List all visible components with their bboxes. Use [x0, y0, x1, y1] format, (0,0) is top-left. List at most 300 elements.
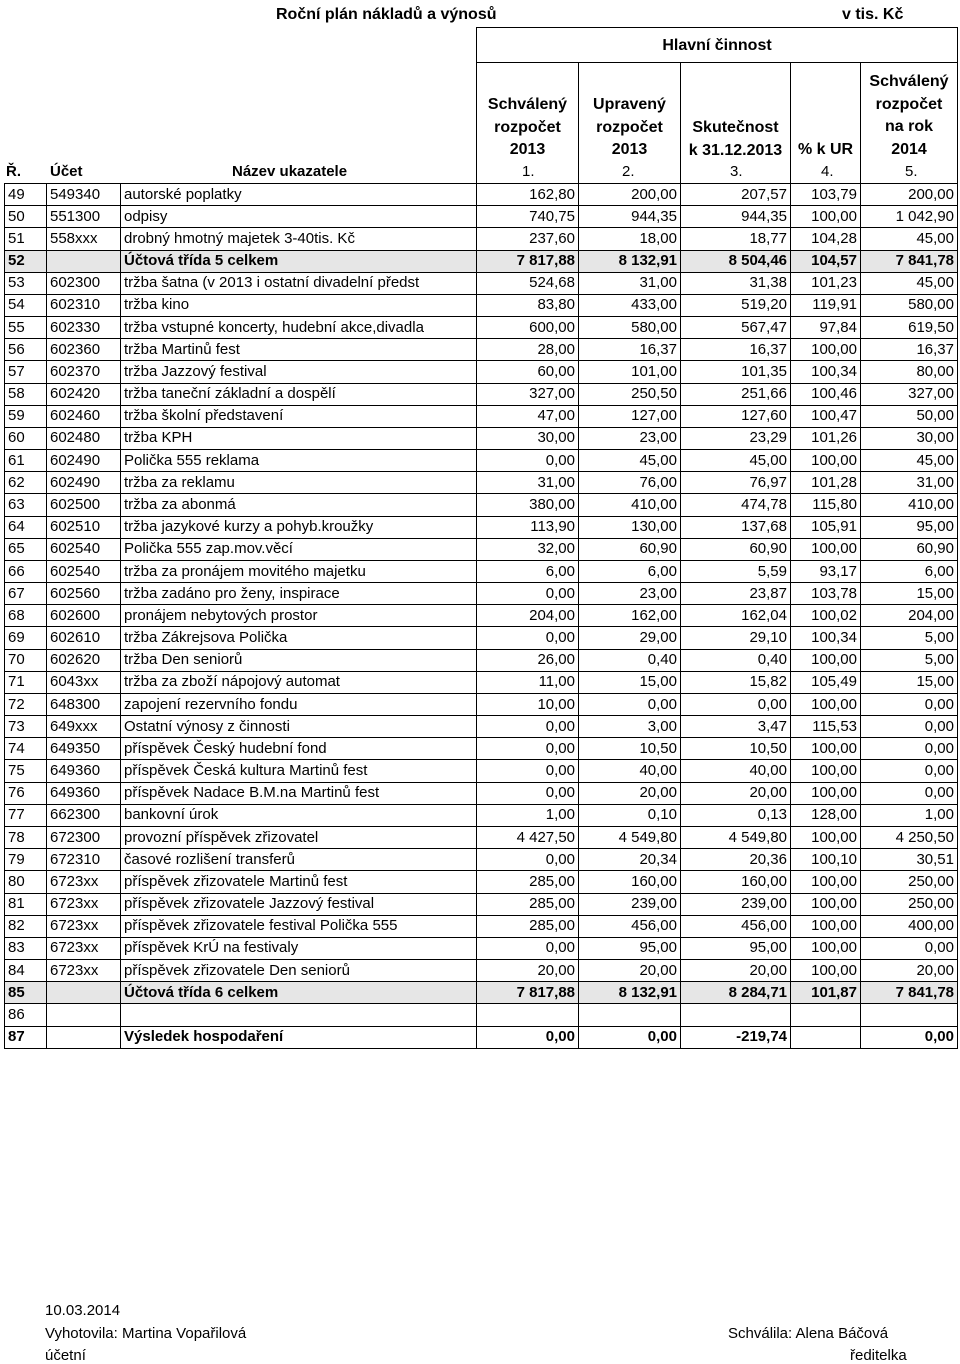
row-number-cell: 77	[5, 804, 47, 826]
table-row	[5, 605, 958, 627]
approved-2014-cell: 0,00	[861, 738, 958, 760]
approved-2014-cell: 204,00	[861, 605, 958, 627]
actual-cell: 20,36	[681, 849, 791, 871]
percent-cell: 128,00	[791, 804, 861, 826]
actual-cell: 162,04	[681, 605, 791, 627]
adjusted-2013-cell: 0,10	[579, 804, 681, 826]
actual-cell: 519,20	[681, 294, 791, 316]
actual-cell: 23,87	[681, 583, 791, 605]
name-cell: příspěvek KrÚ na festivaly	[121, 937, 477, 959]
table-row	[5, 671, 958, 693]
percent-cell: 100,00	[791, 782, 861, 804]
account-cell: 602510	[47, 516, 121, 538]
approved-2013-cell: 327,00	[477, 383, 579, 405]
percent-cell: 100,02	[791, 605, 861, 627]
adjusted-2013-cell: 0,00	[579, 1026, 681, 1048]
approved-2014-cell: 4 250,50	[861, 826, 958, 848]
name-cell: odpisy	[121, 206, 477, 228]
account-cell: 648300	[47, 693, 121, 715]
approved-2013-cell: 1,00	[477, 804, 579, 826]
name-cell: příspěvek Česká kultura Martinů fest	[121, 760, 477, 782]
table-row	[5, 317, 958, 339]
row-number-cell: 60	[5, 427, 47, 449]
table-row	[5, 250, 958, 272]
actual-cell: 95,00	[681, 937, 791, 959]
percent-cell: 100,10	[791, 849, 861, 871]
name-cell: tržba Martinů fest	[121, 339, 477, 361]
account-cell: 602360	[47, 339, 121, 361]
actual-cell: 101,35	[681, 361, 791, 383]
approved-2013-cell: 0,00	[477, 760, 579, 782]
account-cell: 6723xx	[47, 871, 121, 893]
adjusted-2013-cell: 3,00	[579, 716, 681, 738]
row-number-cell: 69	[5, 627, 47, 649]
actual-cell: 0,40	[681, 649, 791, 671]
approved-2014-cell: 7 841,78	[861, 250, 958, 272]
approved-2014-cell: 327,00	[861, 383, 958, 405]
table-row	[5, 184, 958, 206]
percent-cell: 101,28	[791, 472, 861, 494]
percent-cell: 100,00	[791, 893, 861, 915]
adjusted-2013-cell: 18,00	[579, 228, 681, 250]
approved-2013-cell: 285,00	[477, 893, 579, 915]
row-number-cell: 55	[5, 317, 47, 339]
table-row	[5, 294, 958, 316]
approved-2014-cell: 16,37	[861, 339, 958, 361]
approved-2014-cell: 45,00	[861, 450, 958, 472]
percent-cell: 103,78	[791, 583, 861, 605]
account-cell: 602540	[47, 538, 121, 560]
account-cell: 602460	[47, 405, 121, 427]
percent-cell: 100,34	[791, 361, 861, 383]
approved-2013-cell: 113,90	[477, 516, 579, 538]
approved-2013-cell: 7 817,88	[477, 982, 579, 1004]
footer-approved-role: ředitelka	[850, 1347, 907, 1364]
adjusted-2013-cell: 580,00	[579, 317, 681, 339]
account-cell: 662300	[47, 804, 121, 826]
table-row	[5, 871, 958, 893]
header-c3: Skutečnost k 31.12.2013	[688, 119, 783, 159]
adjusted-2013-cell: 4 549,80	[579, 826, 681, 848]
name-cell: časové rozlišení transferů	[121, 849, 477, 871]
table-row	[5, 583, 958, 605]
adjusted-2013-cell: 456,00	[579, 915, 681, 937]
name-cell: autorské poplatky	[121, 184, 477, 206]
row-number-cell: 53	[5, 272, 47, 294]
account-cell: 6723xx	[47, 937, 121, 959]
account-cell: 602310	[47, 294, 121, 316]
actual-cell: 474,78	[681, 494, 791, 516]
col-label-name: Název ukazatele	[232, 163, 348, 180]
units-label: v tis. Kč	[842, 6, 904, 23]
account-cell	[47, 1004, 121, 1026]
percent-cell	[791, 1026, 861, 1048]
approved-2013-cell: 162,80	[477, 184, 579, 206]
adjusted-2013-cell: 10,50	[579, 738, 681, 760]
name-cell: Účtová třída 6 celkem	[121, 982, 477, 1004]
table-row	[5, 627, 958, 649]
percent-cell: 105,49	[791, 671, 861, 693]
actual-cell: 8 284,71	[681, 982, 791, 1004]
approved-2013-cell: 0,00	[477, 738, 579, 760]
approved-2014-cell: 0,00	[861, 760, 958, 782]
header-c5: Schválený rozpočet na rok 2014	[869, 73, 949, 158]
approved-2014-cell: 20,00	[861, 960, 958, 982]
approved-2014-cell: 1 042,90	[861, 206, 958, 228]
account-cell	[47, 1026, 121, 1048]
name-cell: tržba za zboží nápojový automat	[121, 671, 477, 693]
header-c2: Upravený rozpočet 2013	[593, 96, 666, 158]
table-row	[5, 649, 958, 671]
table-row	[5, 693, 958, 715]
approved-2014-cell: 50,00	[861, 405, 958, 427]
approved-2013-cell: 10,00	[477, 693, 579, 715]
approved-2013-cell: 0,00	[477, 627, 579, 649]
account-cell: 602600	[47, 605, 121, 627]
approved-2013-cell: 0,00	[477, 937, 579, 959]
percent-cell: 100,00	[791, 937, 861, 959]
account-cell: 602370	[47, 361, 121, 383]
approved-2014-cell: 30,51	[861, 849, 958, 871]
table-row	[5, 361, 958, 383]
percent-cell: 100,00	[791, 538, 861, 560]
approved-2014-cell: 1,00	[861, 804, 958, 826]
approved-2014-cell: 0,00	[861, 1026, 958, 1048]
adjusted-2013-cell: 23,00	[579, 427, 681, 449]
percent-cell: 100,00	[791, 649, 861, 671]
percent-cell: 100,00	[791, 738, 861, 760]
table-row	[5, 782, 958, 804]
table-row	[5, 538, 958, 560]
name-cell: Účtová třída 5 celkem	[121, 250, 477, 272]
name-cell: tržba KPH	[121, 427, 477, 449]
account-cell: 602500	[47, 494, 121, 516]
approved-2014-cell: 6,00	[861, 560, 958, 582]
approved-2013-cell: 6,00	[477, 560, 579, 582]
row-number-cell: 80	[5, 871, 47, 893]
adjusted-2013-cell: 23,00	[579, 583, 681, 605]
percent-cell: 97,84	[791, 317, 861, 339]
approved-2013-cell: 285,00	[477, 871, 579, 893]
table-row	[5, 849, 958, 871]
name-cell: příspěvek zřizovatele Martinů fest	[121, 871, 477, 893]
table-row	[5, 982, 958, 1004]
actual-cell: 5,59	[681, 560, 791, 582]
name-cell: příspěvek zřizovatele Jazzový festival	[121, 893, 477, 915]
header-group-divider	[476, 62, 958, 63]
percent-cell: 100,00	[791, 871, 861, 893]
approved-2013-cell: 32,00	[477, 538, 579, 560]
account-cell: 602490	[47, 450, 121, 472]
account-cell: 602480	[47, 427, 121, 449]
actual-cell: 251,66	[681, 383, 791, 405]
row-number-cell: 78	[5, 826, 47, 848]
account-cell: 602420	[47, 383, 121, 405]
name-cell: tržba kino	[121, 294, 477, 316]
row-number-cell: 73	[5, 716, 47, 738]
approved-2013-cell: 7 817,88	[477, 250, 579, 272]
table-row	[5, 494, 958, 516]
percent-cell: 100,00	[791, 915, 861, 937]
approved-2013-cell: 600,00	[477, 317, 579, 339]
approved-2014-cell: 410,00	[861, 494, 958, 516]
adjusted-2013-cell: 20,00	[579, 960, 681, 982]
table-row	[5, 405, 958, 427]
account-cell	[47, 982, 121, 1004]
adjusted-2013-cell: 20,34	[579, 849, 681, 871]
name-cell: příspěvek zřizovatele Den seniorů	[121, 960, 477, 982]
account-cell: 649350	[47, 738, 121, 760]
adjusted-2013-cell: 29,00	[579, 627, 681, 649]
row-number-cell: 52	[5, 250, 47, 272]
header-c4: % k UR	[797, 141, 854, 158]
row-number-cell: 83	[5, 937, 47, 959]
adjusted-2013-cell: 0,00	[579, 693, 681, 715]
percent-cell: 103,79	[791, 184, 861, 206]
row-number-cell: 74	[5, 738, 47, 760]
account-cell: 602490	[47, 472, 121, 494]
percent-cell: 101,26	[791, 427, 861, 449]
percent-cell: 101,23	[791, 272, 861, 294]
table-row	[5, 560, 958, 582]
row-number-cell: 50	[5, 206, 47, 228]
percent-cell: 100,34	[791, 627, 861, 649]
name-cell: tržba Zákrejsova Polička	[121, 627, 477, 649]
actual-cell: 944,35	[681, 206, 791, 228]
actual-cell: 76,97	[681, 472, 791, 494]
col-num-1: 1.	[522, 163, 535, 180]
adjusted-2013-cell: 40,00	[579, 760, 681, 782]
account-cell: 649360	[47, 782, 121, 804]
name-cell: tržba za abonmá	[121, 494, 477, 516]
row-number-cell: 76	[5, 782, 47, 804]
approved-2013-cell: 26,00	[477, 649, 579, 671]
approved-2013-cell: 28,00	[477, 339, 579, 361]
account-cell: 549340	[47, 184, 121, 206]
name-cell: pronájem nebytových prostor	[121, 605, 477, 627]
actual-cell: 18,77	[681, 228, 791, 250]
adjusted-2013-cell: 6,00	[579, 560, 681, 582]
adjusted-2013-cell: 162,00	[579, 605, 681, 627]
approved-2013-cell: 204,00	[477, 605, 579, 627]
name-cell: tržba Den seniorů	[121, 649, 477, 671]
adjusted-2013-cell: 160,00	[579, 871, 681, 893]
actual-cell: 0,13	[681, 804, 791, 826]
col-num-5: 5.	[905, 163, 918, 180]
row-number-cell: 62	[5, 472, 47, 494]
name-cell	[121, 1004, 477, 1026]
adjusted-2013-cell: 433,00	[579, 294, 681, 316]
name-cell: Polička 555 reklama	[121, 450, 477, 472]
percent-cell: 101,87	[791, 982, 861, 1004]
name-cell: tržba jazykové kurzy a pohyb.kroužky	[121, 516, 477, 538]
actual-cell: 45,00	[681, 450, 791, 472]
footer-prepared-role: účetní	[45, 1347, 86, 1364]
approved-2013-cell: 0,00	[477, 583, 579, 605]
percent-cell: 100,00	[791, 206, 861, 228]
approved-2014-cell: 580,00	[861, 294, 958, 316]
percent-cell: 100,00	[791, 450, 861, 472]
page-title: Roční plán nákladů a výnosů	[276, 6, 497, 23]
actual-cell: 127,60	[681, 405, 791, 427]
approved-2013-cell: 285,00	[477, 915, 579, 937]
adjusted-2013-cell: 101,00	[579, 361, 681, 383]
account-cell: 649xxx	[47, 716, 121, 738]
col-num-3: 3.	[730, 163, 743, 180]
name-cell: tržba za reklamu	[121, 472, 477, 494]
row-number-cell: 72	[5, 693, 47, 715]
actual-cell: 31,38	[681, 272, 791, 294]
table-row	[5, 1004, 958, 1026]
name-cell: Ostatní výnosy z činnosti	[121, 716, 477, 738]
approved-2014-cell: 7 841,78	[861, 982, 958, 1004]
adjusted-2013-cell: 410,00	[579, 494, 681, 516]
approved-2013-cell: 47,00	[477, 405, 579, 427]
percent-cell: 115,80	[791, 494, 861, 516]
actual-cell: 23,29	[681, 427, 791, 449]
header-col-divider-3	[790, 62, 791, 183]
table-row	[5, 383, 958, 405]
footer-approved-by: Schválila: Alena Báčová	[728, 1325, 889, 1342]
row-number-cell: 87	[5, 1026, 47, 1048]
percent-cell: 104,28	[791, 228, 861, 250]
account-cell: 602540	[47, 560, 121, 582]
account-cell: 6723xx	[47, 960, 121, 982]
name-cell: provozní příspěvek zřizovatel	[121, 826, 477, 848]
percent-cell: 100,46	[791, 383, 861, 405]
adjusted-2013-cell: 944,35	[579, 206, 681, 228]
table-row	[5, 804, 958, 826]
approved-2014-cell: 15,00	[861, 671, 958, 693]
header-c1: Schválený rozpočet 2013	[487, 96, 568, 158]
approved-2013-cell: 60,00	[477, 361, 579, 383]
table-row	[5, 472, 958, 494]
approved-2013-cell: 740,75	[477, 206, 579, 228]
approved-2014-cell: 400,00	[861, 915, 958, 937]
name-cell: příspěvek zřizovatele festival Polička 555	[121, 915, 477, 937]
adjusted-2013-cell: 95,00	[579, 937, 681, 959]
table-row	[5, 516, 958, 538]
name-cell: tržba zadáno pro ženy, inspirace	[121, 583, 477, 605]
approved-2014-cell: 45,00	[861, 272, 958, 294]
col-num-4: 4.	[821, 163, 834, 180]
percent-cell: 105,91	[791, 516, 861, 538]
approved-2014-cell: 30,00	[861, 427, 958, 449]
row-number-cell: 71	[5, 671, 47, 693]
account-cell: 6043xx	[47, 671, 121, 693]
actual-cell: 137,68	[681, 516, 791, 538]
row-number-cell: 66	[5, 560, 47, 582]
name-cell: Výsledek hospodaření	[121, 1026, 477, 1048]
actual-cell: 15,82	[681, 671, 791, 693]
account-cell: 6723xx	[47, 893, 121, 915]
name-cell: tržba taneční základní a dospělí	[121, 383, 477, 405]
approved-2014-cell: 45,00	[861, 228, 958, 250]
table-row	[5, 427, 958, 449]
approved-2014-cell: 0,00	[861, 693, 958, 715]
row-number-cell: 86	[5, 1004, 47, 1026]
adjusted-2013-cell: 16,37	[579, 339, 681, 361]
name-cell: tržba Jazzový festival	[121, 361, 477, 383]
adjusted-2013-cell: 200,00	[579, 184, 681, 206]
name-cell: Polička 555 zap.mov.věcí	[121, 538, 477, 560]
row-number-cell: 70	[5, 649, 47, 671]
approved-2013-cell: 0,00	[477, 849, 579, 871]
row-number-cell: 57	[5, 361, 47, 383]
actual-cell	[681, 1004, 791, 1026]
row-number-cell: 56	[5, 339, 47, 361]
approved-2013-cell: 83,80	[477, 294, 579, 316]
actual-cell: 207,57	[681, 184, 791, 206]
table-row	[5, 937, 958, 959]
percent-cell: 93,17	[791, 560, 861, 582]
percent-cell: 100,47	[791, 405, 861, 427]
actual-cell: 20,00	[681, 960, 791, 982]
row-number-cell: 82	[5, 915, 47, 937]
account-cell: 551300	[47, 206, 121, 228]
adjusted-2013-cell: 250,50	[579, 383, 681, 405]
col-label-account: Účet	[50, 163, 83, 180]
name-cell: tržba školní představení	[121, 405, 477, 427]
row-number-cell: 64	[5, 516, 47, 538]
approved-2013-cell: 0,00	[477, 716, 579, 738]
actual-cell: 10,50	[681, 738, 791, 760]
actual-cell: 0,00	[681, 693, 791, 715]
adjusted-2013-cell: 0,40	[579, 649, 681, 671]
adjusted-2013-cell: 20,00	[579, 782, 681, 804]
account-cell: 602610	[47, 627, 121, 649]
approved-2013-cell: 380,00	[477, 494, 579, 516]
percent-cell: 100,00	[791, 339, 861, 361]
percent-cell: 100,00	[791, 826, 861, 848]
adjusted-2013-cell: 8 132,91	[579, 250, 681, 272]
approved-2014-cell: 15,00	[861, 583, 958, 605]
actual-cell: 40,00	[681, 760, 791, 782]
table-row	[5, 738, 958, 760]
name-cell: bankovní úrok	[121, 804, 477, 826]
adjusted-2013-cell: 76,00	[579, 472, 681, 494]
table-row	[5, 915, 958, 937]
row-number-cell: 84	[5, 960, 47, 982]
approved-2013-cell: 237,60	[477, 228, 579, 250]
table-row	[5, 1026, 958, 1048]
approved-2013-cell: 20,00	[477, 960, 579, 982]
approved-2013-cell: 0,00	[477, 1026, 579, 1048]
adjusted-2013-cell: 60,90	[579, 538, 681, 560]
row-number-cell: 49	[5, 184, 47, 206]
adjusted-2013-cell	[579, 1004, 681, 1026]
percent-cell: 100,00	[791, 693, 861, 715]
actual-cell: 3,47	[681, 716, 791, 738]
approved-2013-cell: 0,00	[477, 782, 579, 804]
approved-2014-cell: 60,90	[861, 538, 958, 560]
actual-cell: 8 504,46	[681, 250, 791, 272]
actual-cell: -219,74	[681, 1026, 791, 1048]
account-cell: 6723xx	[47, 915, 121, 937]
adjusted-2013-cell: 239,00	[579, 893, 681, 915]
approved-2014-cell: 5,00	[861, 627, 958, 649]
approved-2014-cell: 619,50	[861, 317, 958, 339]
header-border-top	[476, 27, 958, 28]
footer-prepared-by: Vyhotovila: Martina Vopařilová	[45, 1325, 247, 1342]
approved-2013-cell: 524,68	[477, 272, 579, 294]
approved-2013-cell: 11,00	[477, 671, 579, 693]
name-cell: tržba vstupné koncerty, hudební akce,divadla	[121, 317, 477, 339]
adjusted-2013-cell: 31,00	[579, 272, 681, 294]
approved-2014-cell: 0,00	[861, 716, 958, 738]
approved-2013-cell: 4 427,50	[477, 826, 579, 848]
row-number-cell: 54	[5, 294, 47, 316]
